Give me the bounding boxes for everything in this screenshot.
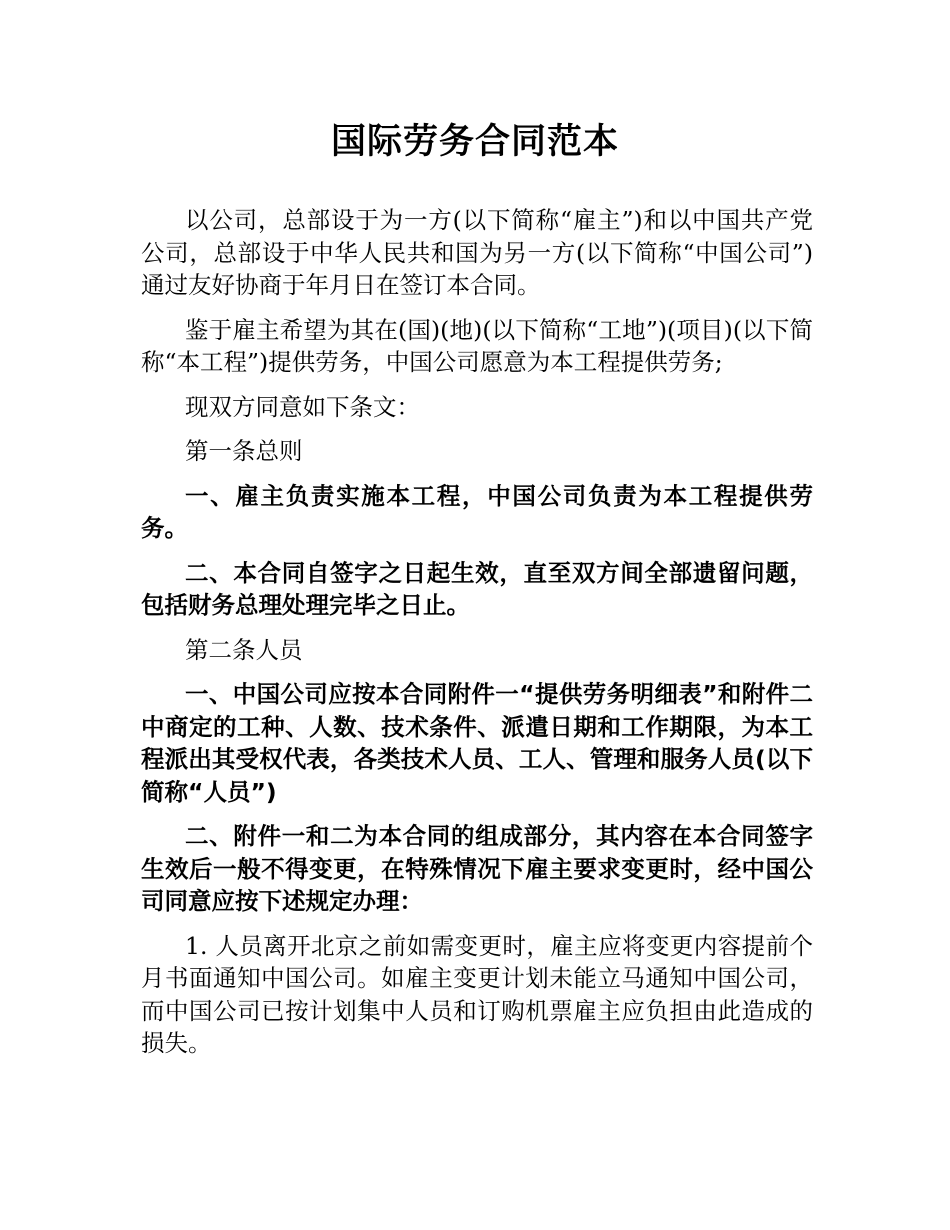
article-2-clause-2: 二、附件一和二为本合同的组成部分，其内容在本合同签字生效后一般不得变更，在特殊情况下雇主要求变更时，经中国公司同意应按下述规定办理： xyxy=(141,822,813,915)
document-title: 国际劳务合同范本 xyxy=(330,122,619,162)
article-2-heading: 第二条人员 xyxy=(185,635,303,664)
agreement-paragraph: 现双方同意如下条文： xyxy=(185,392,420,421)
article-1-heading: 第一条总则 xyxy=(185,437,303,465)
article-1-clause-2: 二、本合同自签字之日起生效，直至双方间全部遗留问题，包括财务总理处理完毕之日止。 xyxy=(141,558,813,619)
whereas-paragraph: 鉴于雇主希望为其在(国)(地)(以下简称“工地”)(项目)(以下简称“本工程”)提供劳务，中国公司愿意为本工程提供劳务; xyxy=(141,315,813,376)
article-1-clause-1: 一、雇主负责实施本工程，中国公司负责为本工程提供劳务。 xyxy=(141,481,813,542)
document-body xyxy=(141,204,813,1072)
article-2-clause-1: 一、中国公司应按本合同附件一“提供劳务明细表”和附件二中商定的工种、人数、技术条件、派遣日期和工作期限，为本工程派出其受权代表，各类技术人员、工人、管理和服务人员(以下简称“人员”) xyxy=(141,680,813,806)
intro-paragraph: 以公司，总部设于为一方(以下简称“雇主”)和以中国共产党公司，总部设于中华人民共和国为另一方(以下简称“中国公司”)通过友好协商于年月日在签订本合同。 xyxy=(141,206,813,299)
article-2-item-1: 1. 人员离开北京之前如需变更时，雇主应将变更内容提前个月书面通知中国公司。如雇主变更计划未能立马通知中国公司，而中国公司已按计划集中人员和订购机票雇主应负担由此造成的损失。 xyxy=(141,931,813,1057)
